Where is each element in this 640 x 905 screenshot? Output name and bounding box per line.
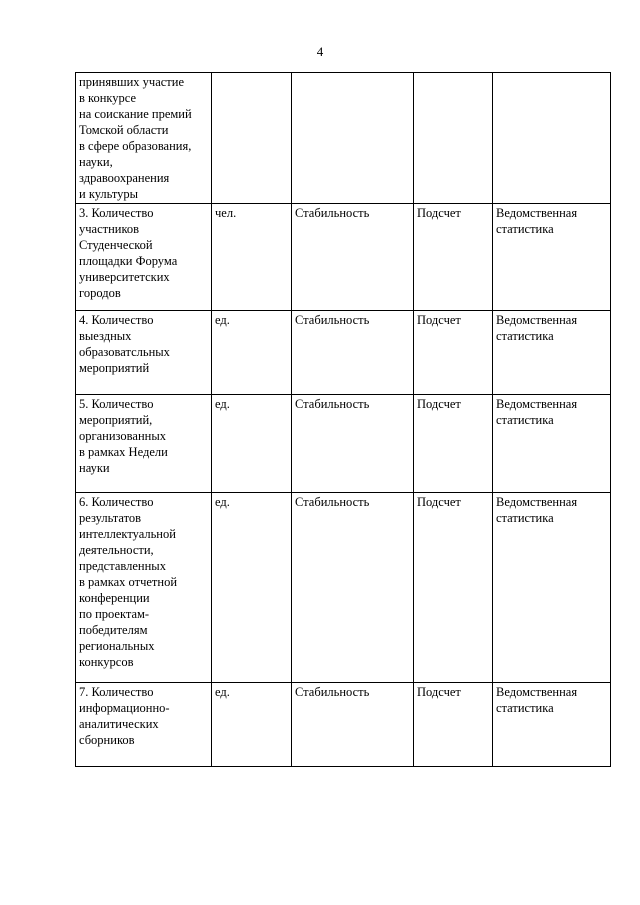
- indicator-text: принявших участие в конкурсе на соискание премий Томской области в сфере образования, науки, здравоохранения и культуры: [79, 75, 192, 201]
- source-text: Ведомственная статистика: [496, 685, 578, 715]
- indicator-cell: [76, 311, 212, 395]
- source-text: Ведомственная статистика: [496, 495, 578, 525]
- trend-cell: [292, 204, 414, 311]
- method-cell: [414, 683, 493, 767]
- source-text: Ведомственная статистика: [496, 397, 578, 427]
- source-text: Ведомственная статистика: [496, 313, 578, 343]
- unit-text: ед.: [215, 313, 230, 327]
- indicators-table: [75, 72, 611, 767]
- indicator-cell: [76, 395, 212, 493]
- method-text: Подсчет: [417, 397, 461, 411]
- table-row: [76, 683, 611, 767]
- indicator-cell: [76, 73, 212, 204]
- unit-text: ед.: [215, 685, 230, 699]
- unit-text: ед.: [215, 495, 230, 509]
- trend-cell: [292, 311, 414, 395]
- indicator-text: 7. Количество информационно- аналитических сборников: [79, 685, 170, 747]
- indicator-cell: [76, 493, 212, 683]
- method-cell: [414, 73, 493, 204]
- trend-text: Стабильность: [295, 495, 370, 509]
- unit-cell: [212, 311, 292, 395]
- trend-text: Стабильность: [295, 397, 370, 411]
- source-cell: [493, 73, 611, 204]
- unit-cell: [212, 73, 292, 204]
- method-text: Подсчет: [417, 206, 461, 220]
- unit-cell: [212, 493, 292, 683]
- trend-cell: [292, 683, 414, 767]
- indicator-text: 4. Количество выездных образоватсльных мероприятий: [79, 313, 170, 375]
- unit-cell: [212, 683, 292, 767]
- unit-cell: [212, 204, 292, 311]
- method-cell: [414, 493, 493, 683]
- method-cell: [414, 311, 493, 395]
- source-text: Ведомственная статистика: [496, 206, 578, 236]
- trend-text: Стабильность: [295, 206, 370, 220]
- method-text: Подсчет: [417, 685, 461, 699]
- source-cell: [493, 395, 611, 493]
- table-row: [76, 204, 611, 311]
- trend-cell: [292, 493, 414, 683]
- source-cell: [493, 204, 611, 311]
- method-cell: [414, 395, 493, 493]
- unit-text: чел.: [215, 206, 237, 220]
- indicator-cell: [76, 204, 212, 311]
- unit-text: ед.: [215, 397, 230, 411]
- indicator-text: 6. Количество результатов интеллектуальной деятельности, представленных в рамках отчетной конференции по проектам- победителям региональных конкурсов: [79, 495, 178, 669]
- source-cell: [493, 683, 611, 767]
- trend-text: Стабильность: [295, 313, 370, 327]
- table-row: [76, 395, 611, 493]
- indicator-cell: [76, 683, 212, 767]
- trend-cell: [292, 395, 414, 493]
- method-cell: [414, 204, 493, 311]
- trend-cell: [292, 73, 414, 204]
- indicator-text: 5. Количество мероприятий, организованных в рамках Недели науки: [79, 397, 168, 475]
- table-row: [76, 73, 611, 204]
- unit-cell: [212, 395, 292, 493]
- page-number: 4: [316, 44, 324, 59]
- table-row: [76, 311, 611, 395]
- method-text: Подсчет: [417, 495, 461, 509]
- source-cell: [493, 493, 611, 683]
- trend-text: Стабильность: [295, 685, 370, 699]
- table-row: [76, 493, 611, 683]
- source-cell: [493, 311, 611, 395]
- method-text: Подсчет: [417, 313, 461, 327]
- indicator-text: 3. Количество участников Студенческой площадки Форума университетских городов: [79, 206, 178, 300]
